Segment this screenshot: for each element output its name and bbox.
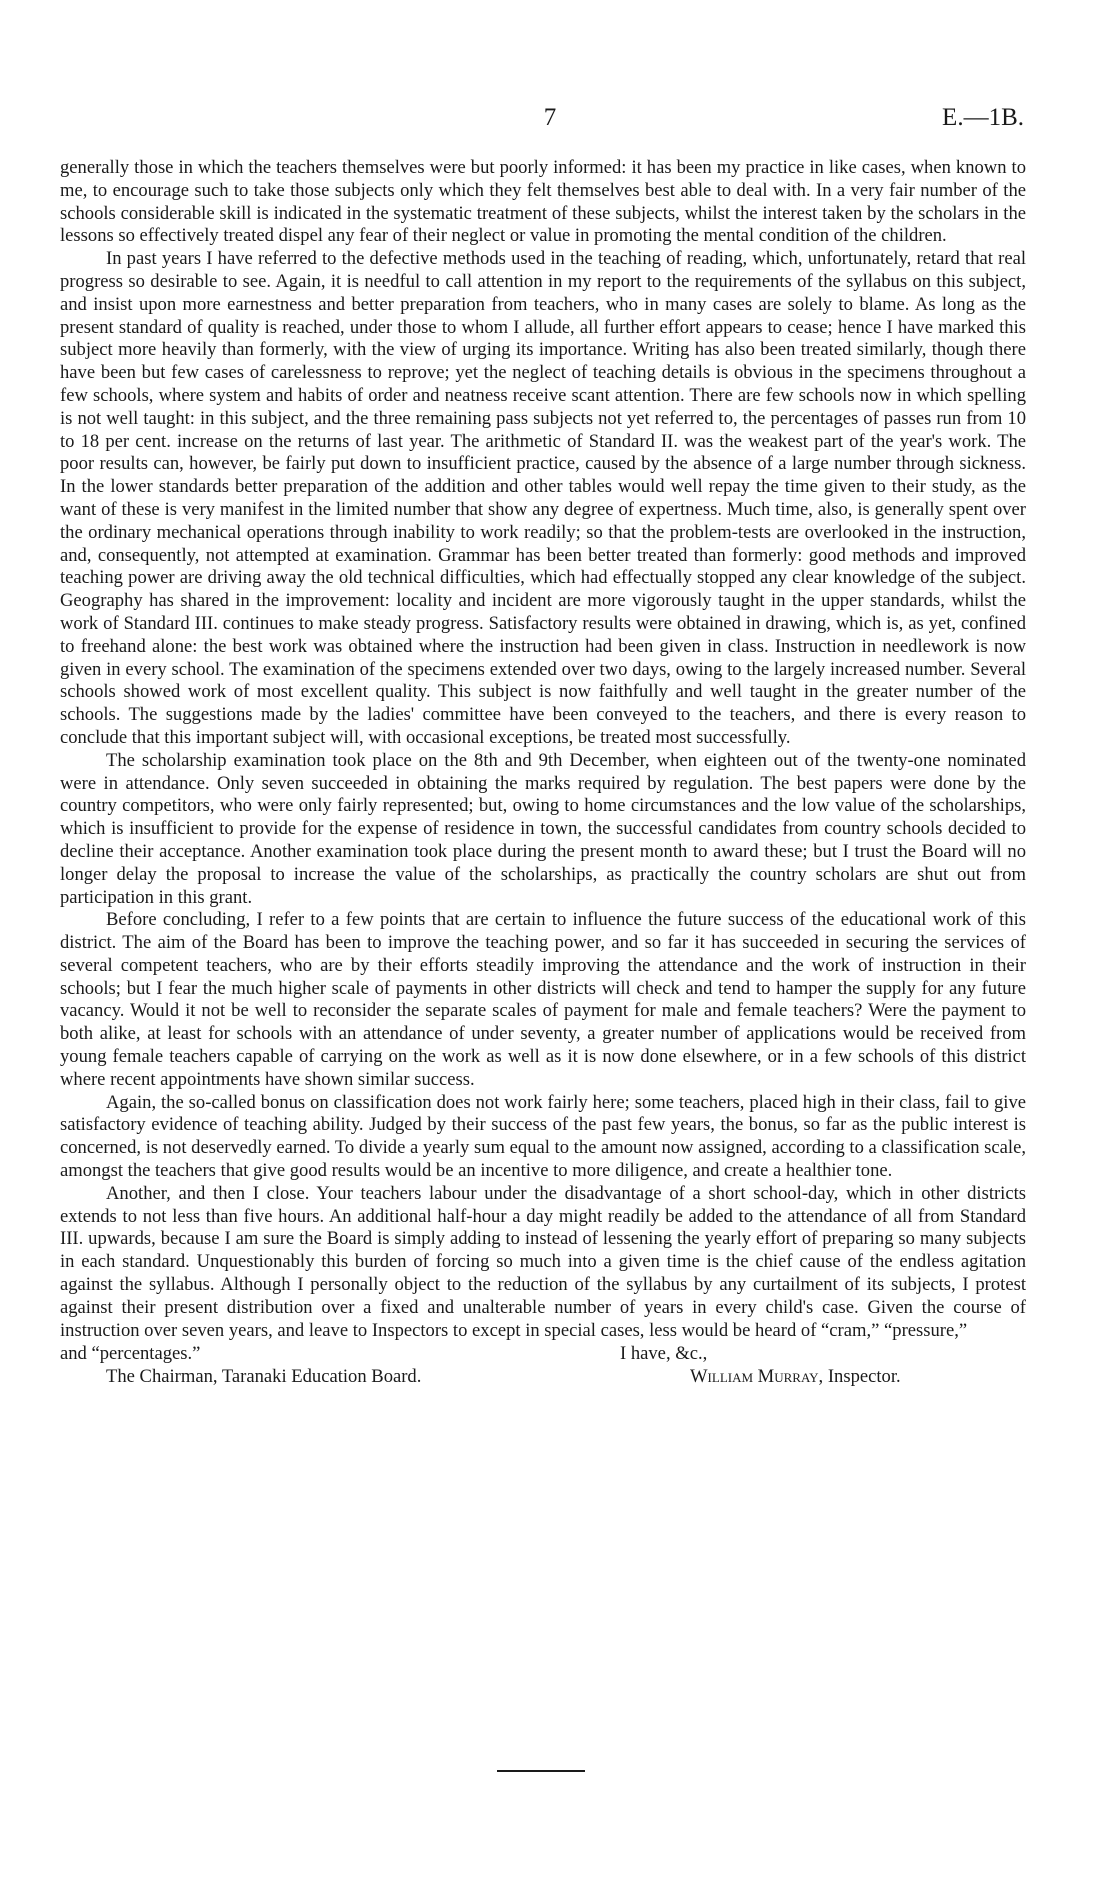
document-reference: E.—1B. xyxy=(942,104,1024,131)
section-end-rule xyxy=(497,1770,585,1772)
paragraph-teacher-payments: Before concluding, I refer to a few points that are certain to influence the future success of the educational work of this district. The aim of the Board has been to improve the teaching power, and so far it has succeeded in securing the services of several competent teachers, who are by their efforts steadily improving the attendance and the work of instruction in their schools; but I fear the much higher scale of payments in other districts will check and tend to hamper the supply for any future vacancy. Would it not be well to reconsider the separate scales of payment for male and female teachers? Were the payment to both alike, at least for schools with an attendance of under seventy, a greater number of applications would be received from young female teachers capable of carrying on the work as well as it is now done elsewhere, or in a few schools of this district where recent appointments have shown similar success. xyxy=(60,909,1026,1090)
signature-line xyxy=(60,1365,1026,1389)
closing-line xyxy=(60,1342,1026,1365)
paragraph-scholarship-examination: The scholarship examination took place on the 8th and 9th December, when eighteen out of the twenty-one nominated were in attendance. Only seven succeeded in obtaining the marks required by regulation. The best papers were done by the country competitors, who were only fairly represented; but, owing to home circumstances and the low value of the scholarships, which is insufficient to provide for the expense of residence in town, the successful candidates from country schools decided to decline their acceptance. Another examination took place during the present month to award these; but I trust the Board will no longer delay the proposal to increase the value of the scholarships, as practically the country scholars are shut out from participation in this grant. xyxy=(60,749,1026,908)
paragraph-school-day: Another, and then I close. Your teachers labour under the disadvantage of a short school-day, which in other districts extends to not less than five hours. An additional half-hour a day might readily be added to the attendance of all from Standard III. upwards, because I am sure the Board is simply adding to instead of lessening the yearly effort of preparing so many subjects in each standard. Unquestionably this burden of forcing so much into a given time is the chief cause of the endless agitation against the syllabus. Although I personally object to the reduction of the syllabus by any curtailment of its subjects, I protest against their present distribution over a fixed and unalterable number of years in every child's case. Given the course of instruction over seven years, and leave to Inspectors to except in special cases, less would be heard of “cram,” “pressure,” xyxy=(60,1182,1026,1341)
page-number: 7 xyxy=(543,104,557,131)
paragraph-reading-and-subjects: In past years I have referred to the defective methods used in the teaching of reading, which, unfortunately, retard that real progress so desirable to see. Again, it is needful to call attention in my report to the requirements of the syllabus on this subject, and insist upon more earnestness and better preparation from teachers, who in many cases are solely to blame. As long as the present standard of quality is reached, under those to whom I allude, all further effort appears to cease; hence I have marked this subject more heavily than formerly, with the view of urging its importance. Writing has also been treated similarly, though there have been but few cases of carelessness to reprove; yet the neglect of teaching details is obvious in the specimens throughout a few schools, where system and habits of order and neatness receive scant attention. There are few schools now in which spelling is not well taught: in this subject, and the three remaining pass subjects not yet referred to, the percentages of passes run from 10 to 18 per cent. increase on the returns of last year. The arithmetic of Standard II. was the weakest part of the year's work. The poor results can, however, be fairly put down to insufficient practice, caused by the absence of a large number through sickness. In the lower standards better preparation of the addition and other tables would well repay the time given to their study, as the want of these is very manifest in the limited number that show any degree of expertness. Much time, also, is generally spent over the ordinary mechanical operations through inability to work readily; so that the problem-tests are overlooked in the instruction, and, consequently, not attempted at examination. Grammar has been better treated than formerly: good methods and improved teaching power are driving away the old technical difficulties, which had effectually stopped any clear knowledge of the subject. Geography has shared in the improvement: locality and incident are more vigorously taught in the upper standards, whilst the work of Standard III. continues to make steady progress. Satisfactory results were obtained in drawing, which is, as yet, confined to freehand alone: the best work was obtained where the instruction had been given in class. Instruction in needlework is now given in every school. The examination of the specimens extended over two days, owing to the largely increased number. Several schools showed work of most excellent quality. This subject is now faithfully and well taught in the greater number of the schools. The suggestions made by the ladies' committee have been conveyed to the teachers, and there is every reason to conclude that this important subject will, with occasional exceptions, be treated most successfully. xyxy=(60,248,1026,748)
signatory-title: Inspector. xyxy=(827,1366,901,1388)
signatory-name: William Murray, xyxy=(690,1366,824,1388)
paragraph-subjects-continued: generally those in which the teachers themselves were but poorly informed: it has been my practice in like cases, when known to me, to encourage such to take those subjects only which they felt themselves best able to deal with. In a very fair number of the schools considerable skill is indicated in the systematic treatment of these subjects, whilst the interest taken by the scholars in the lessons so effectively treated dispel any fear of their neglect or value in promoting the mental condition of the children. xyxy=(60,157,1026,247)
paragraph-classification-bonus: Again, the so-called bonus on classification does not work fairly here; some teachers, placed high in their class, fail to give satisfactory evidence of teaching ability. Judged by their success of the past few years, the bonus, so far as the public interest is concerned, is not deservedly earned. To divide a yearly sum equal to the amount now assigned, according to a classification scale, amongst the teachers that give good results would be an incentive to more diligence, and create a healthier tone. xyxy=(60,1091,1026,1182)
addressee: The Chairman, Taranaki Education Board. xyxy=(106,1366,422,1388)
signature xyxy=(690,1365,901,1389)
report-body xyxy=(60,157,1026,1389)
closing-last-words: and “percentages.” xyxy=(60,1343,201,1365)
valediction: I have, &c., xyxy=(620,1343,708,1365)
